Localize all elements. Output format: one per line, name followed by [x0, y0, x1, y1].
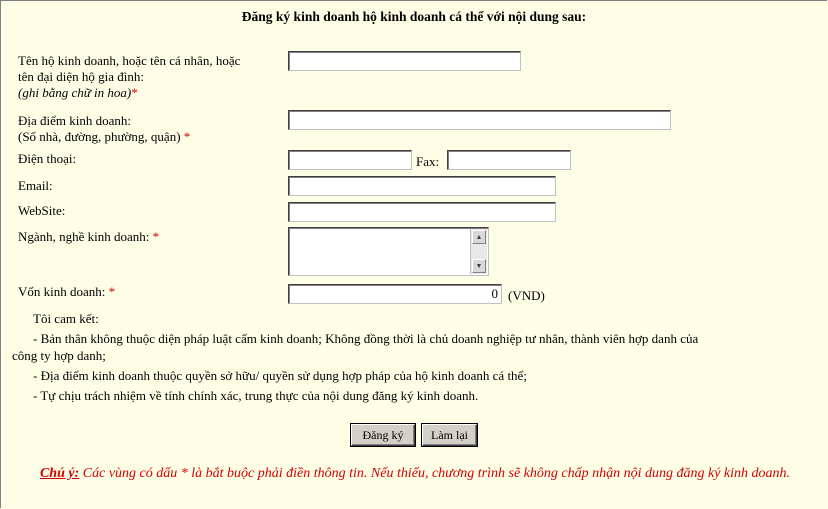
- fax-input[interactable]: [447, 150, 571, 170]
- capital-label: [18, 284, 115, 300]
- name-hint: (ghi bằng chữ in hoa): [18, 85, 132, 100]
- name-input[interactable]: [288, 51, 521, 71]
- address-input[interactable]: [288, 110, 671, 130]
- industry-scrollbar[interactable]: [470, 229, 487, 274]
- address-label: [18, 113, 190, 145]
- name-label: [18, 53, 240, 101]
- industry-required-mark: *: [152, 229, 160, 244]
- capital-required-mark: *: [108, 284, 116, 299]
- website-label: WebSite:: [18, 203, 66, 218]
- email-input[interactable]: [288, 176, 556, 196]
- fax-label: Fax:: [416, 154, 440, 169]
- commitment-item-3: - Tự chịu trách nhiệm về tính chính xác, trung thực của nội dung đăng ký kinh doanh.: [33, 388, 479, 403]
- required-note: [20, 465, 810, 483]
- form-title: Đăng ký kinh doanh hộ kinh doanh cá thể với nội dung sau:: [241, 9, 587, 24]
- note-label: Chú ý:: [39, 466, 80, 481]
- industry-label-text: Ngành, nghề kinh doanh:: [18, 229, 150, 244]
- name-label-line1: Tên hộ kinh doanh, hoặc tên cá nhân, hoặc: [18, 53, 241, 68]
- commitment-item-1-line-1: - Bản thân không thuộc diện pháp luật cấm kinh doanh; Không đồng thời là chủ doanh nghiệp tư nhân, thành viên hợp danh của: [33, 331, 699, 346]
- note-text: Các vùng có dấu * là bắt buộc phải điền thông tin. Nếu thiếu, chương trình sẽ không chấp nhận nội dung đăng ký kinh doanh.: [79, 466, 791, 481]
- capital-unit: (VND): [508, 288, 545, 303]
- address-label-line1: Địa điểm kinh doanh:: [18, 113, 132, 128]
- capital-label-text: Vốn kinh doanh:: [18, 284, 106, 299]
- scroll-up-arrow-icon[interactable]: ▲: [472, 230, 486, 244]
- name-label-line2: tên đại diện hộ gia đình:: [18, 69, 145, 84]
- email-label: Email:: [18, 178, 53, 193]
- phone-input[interactable]: [288, 150, 412, 170]
- reset-button[interactable]: Làm lại: [422, 424, 477, 446]
- website-input[interactable]: [288, 202, 556, 222]
- address-required-mark: *: [183, 129, 191, 144]
- commitment-item-2: - Địa điểm kinh doanh thuộc quyền sở hữu/ quyền sử dụng hợp pháp của hộ kinh doanh cá thể;: [33, 368, 527, 383]
- commitment-heading: Tôi cam kết:: [33, 311, 99, 326]
- scroll-down-arrow-icon[interactable]: ▼: [472, 259, 486, 273]
- address-hint: (Số nhà, đường, phường, quận): [18, 129, 181, 144]
- submit-button[interactable]: Đăng ký: [351, 424, 415, 446]
- industry-label: [18, 229, 159, 245]
- capital-input[interactable]: [288, 284, 502, 304]
- phone-label: Điện thoại:: [18, 151, 77, 166]
- name-required-mark: *: [131, 85, 138, 100]
- industry-textarea[interactable]: [288, 227, 489, 276]
- commitment-item-1-line-2: công ty hợp danh;: [12, 348, 106, 363]
